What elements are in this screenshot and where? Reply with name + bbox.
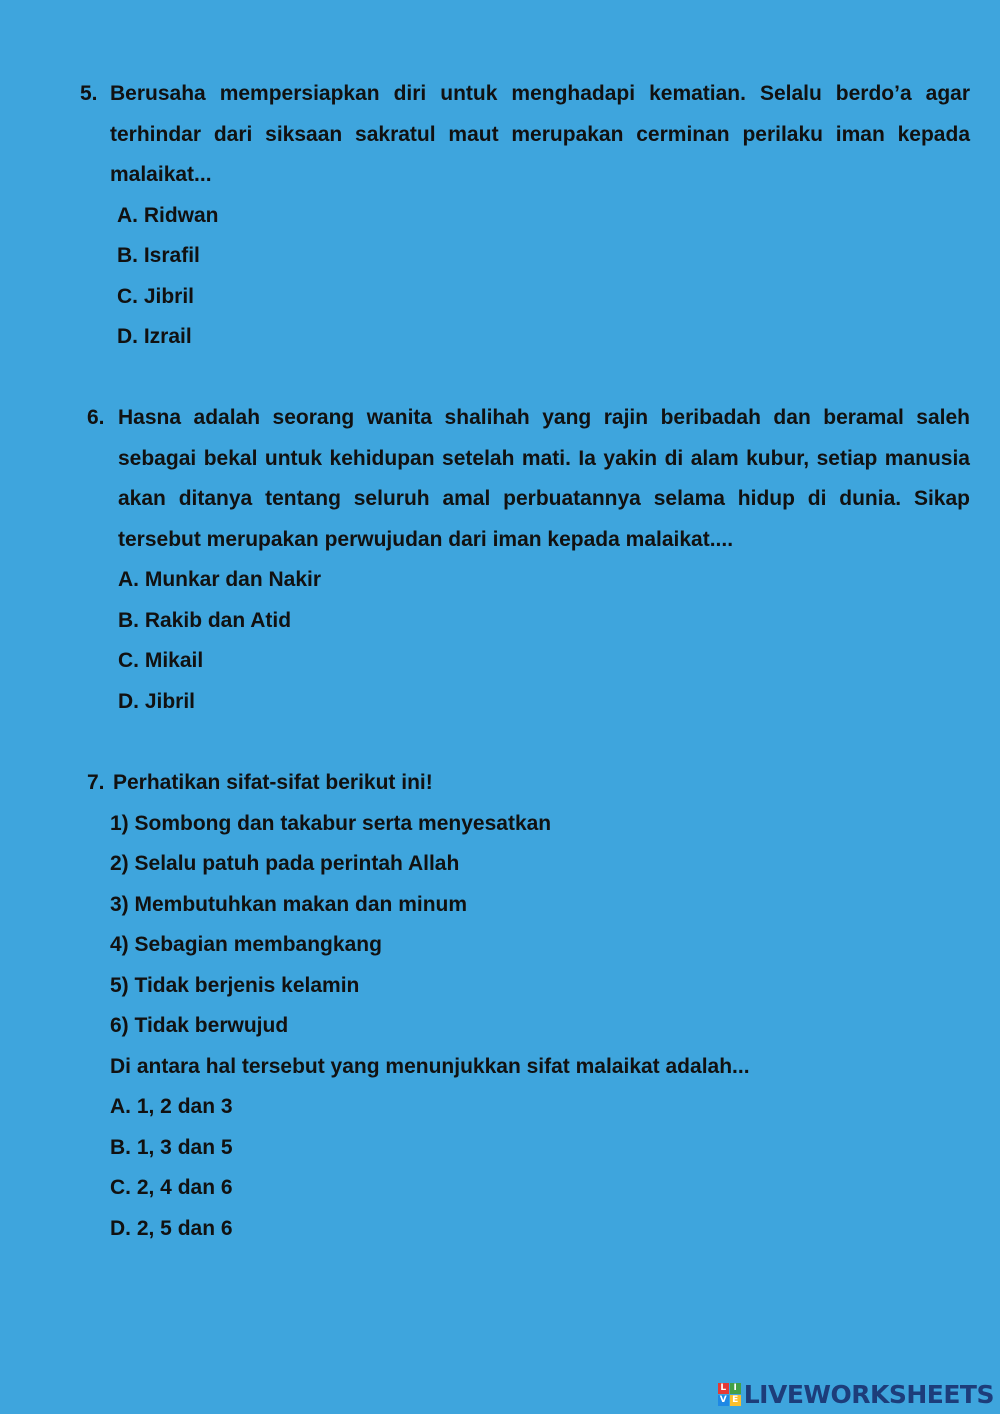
watermark-text: LIVEWORKSHEETS (743, 1379, 994, 1409)
option-a[interactable]: A. Ridwan (117, 203, 219, 227)
statement-item: 4) Sebagian membangkang (110, 933, 382, 956)
answer-options (117, 196, 970, 358)
liveworksheets-watermark (718, 1380, 994, 1408)
liveworksheets-logo-icon (718, 1383, 741, 1406)
option-a[interactable]: A. 1, 2 dan 3 (110, 1095, 233, 1118)
answer-options (118, 560, 970, 722)
option-d[interactable]: D. 2, 5 dan 6 (110, 1216, 233, 1240)
statement-item: 5) Tidak berjenis kelamin (110, 973, 360, 997)
option-b[interactable]: B. Rakib dan Atid (118, 608, 292, 632)
option-c[interactable]: C. 2, 4 dan 6 (110, 1176, 233, 1199)
answer-options (110, 1087, 970, 1249)
question-text: Berusaha mempersiapkan diri untuk menghadapi kematian. Selalu berdo’a agar terhindar dari siksaan sakratul maut merupakan cerminan perilaku iman kepada malaikat... (110, 82, 970, 186)
question-prompt: Di antara hal tersebut yang menunjukkan sifat malaikat adalah... (110, 1054, 750, 1078)
option-a[interactable]: A. Munkar dan Nakir (118, 568, 322, 591)
option-c[interactable]: C. Jibril (117, 284, 195, 308)
logo-letter: V (718, 1395, 729, 1406)
option-b[interactable]: B. 1, 3 dan 5 (110, 1135, 233, 1159)
option-d[interactable]: D. Jibril (118, 689, 196, 713)
option-c[interactable]: C. Mikail (118, 649, 204, 672)
option-b[interactable]: B. Israfil (117, 244, 200, 267)
logo-letter: I (730, 1383, 741, 1394)
statement-item: 6) Tidak berwujud (110, 1014, 289, 1037)
question-text: Perhatikan sifat-sifat berikut ini! (113, 771, 433, 794)
option-d[interactable]: D. Izrail (117, 325, 192, 348)
logo-letter: L (718, 1383, 729, 1394)
question-number: 5. (80, 82, 98, 105)
statement-list (110, 804, 970, 1047)
question-7 (87, 763, 970, 1249)
question-number: 6. (87, 406, 105, 429)
statement-item: 2) Selalu patuh pada perintah Allah (110, 852, 460, 875)
logo-letter: E (730, 1395, 741, 1406)
question-text: Hasna adalah seorang wanita shalihah yang rajin beribadah dan beramal saleh sebagai bekal untuk kehidupan setelah mati. Ia yakin di alam kubur, setiap manusia akan ditanya tentang seluruh amal perbuatannya selama hidup di dunia. Sikap tersebut merupakan perwujudan dari iman kepada malaikat.... (118, 406, 970, 551)
question-number: 7. (87, 771, 105, 794)
question-6 (87, 398, 970, 722)
statement-item: 1) Sombong dan takabur serta menyesatkan (110, 811, 552, 835)
question-5 (80, 74, 970, 358)
statement-item: 3) Membutuhkan makan dan minum (110, 892, 468, 916)
